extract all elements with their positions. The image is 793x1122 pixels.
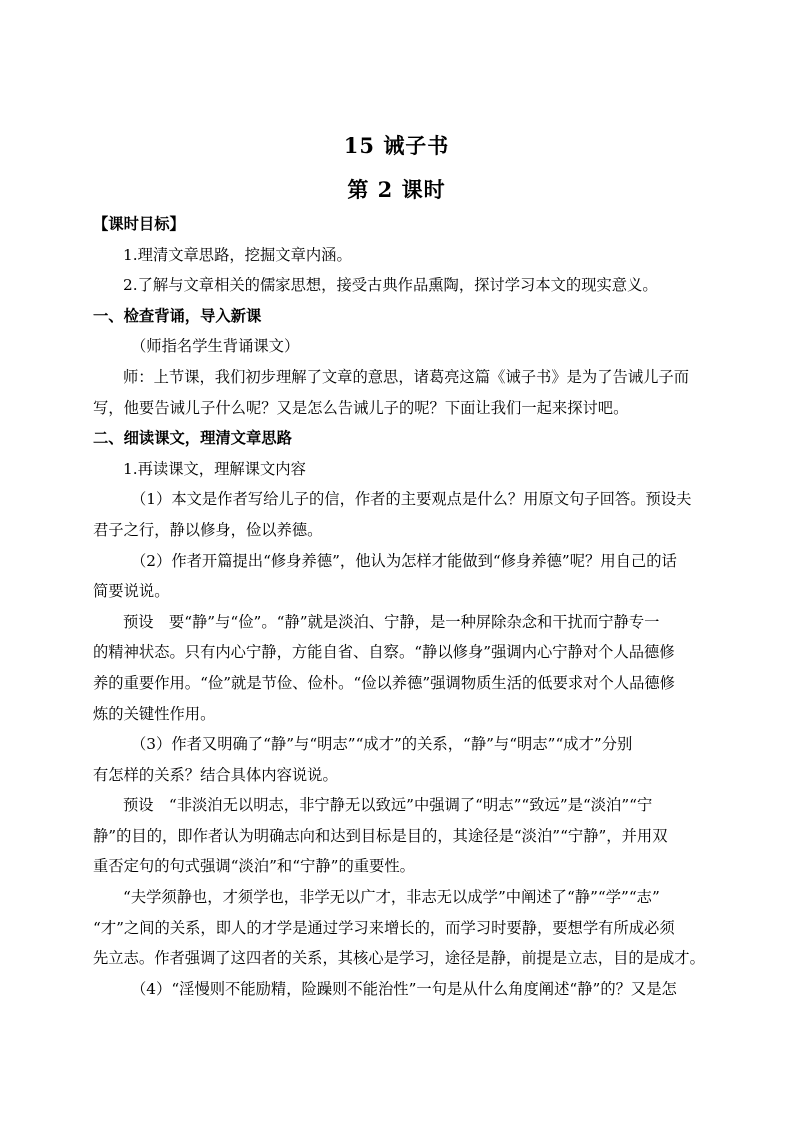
answer-line: 的精神状态。只有内心宁静，方能自省、自察。“静以修身”强调内心宁静对个人品德修: [93, 643, 675, 662]
section-note: （师指名学生背诵课文）: [131, 337, 300, 356]
objective-item: 1.理清文章思路，挖掘文章内涵。: [123, 245, 352, 264]
question-line: 有怎样的关系？结合具体内容说说。: [93, 765, 338, 784]
answer-line: 预设 要“静”与“俭”。“静”就是淡泊、宁静，是一种屏除杂念和干扰而宁静专一: [123, 612, 660, 631]
question-line: （4）“淫慢则不能励精，险躁则不能治性”一句是从什么角度阐述“静”的？又是怎: [131, 979, 677, 998]
paragraph-line: “夫学须静也，才须学也，非学无以广才，非志无以成学”中阐述了“静”“学”“志”: [123, 888, 660, 907]
objective-item: 2.了解与文章相关的儒家思想，接受古典作品熏陶，探讨学习本文的现实意义。: [123, 276, 658, 295]
paragraph-line: 先立志。作者强调了这四者的关系，其核心是学习，途径是静，前提是立志，目的是成才。: [93, 949, 705, 968]
answer-line: 炼的关键性作用。: [93, 704, 216, 723]
question-line: （1）本文是作者写给儿子的信，作者的主要观点是什么？用原文句子回答。预设夫: [131, 490, 692, 509]
step-heading: 1.再读课文，理解课文内容: [123, 459, 306, 478]
paragraph-line: 师：上节课，我们初步理解了文章的意思，诸葛亮这篇《诫子书》是为了告诫儿子而: [123, 367, 689, 386]
question-line: 简要说说。: [93, 582, 170, 601]
answer-line: 养的重要作用。“俭”就是节俭、俭朴。“俭以养德”强调物质生活的低要求对个人品德修: [93, 673, 675, 692]
question-line: （2）作者开篇提出“修身养德”，他认为怎样才能做到“修身养德”呢？用自己的话: [131, 551, 677, 570]
question-line: （3）作者又明确了“静”与“明志”“成才”的关系，“静”与“明志”“成才”分别: [131, 735, 633, 754]
page-title: 15 诫子书: [343, 133, 450, 158]
document-body: [93, 209, 718, 1004]
question-line: 君子之行，静以修身，俭以养德。: [93, 520, 323, 539]
paragraph-line: “才”之间的关系，即人的才学是通过学习来增长的，而学习时要静，要想学有所成必须: [93, 918, 675, 937]
page-subtitle: 第 2 课时: [347, 177, 446, 202]
answer-line: 静”的目的，即作者认为明确志向和达到目标是目的，其途径是“淡泊”“宁静”，并用双: [93, 826, 668, 845]
section-heading: 一、检查背诵，导入新课: [93, 306, 262, 325]
section-heading: 二、细读课文，理清文章思路: [93, 429, 292, 448]
paragraph-line: 写，他要告诫儿子什么呢？又是怎么告诫儿子的呢？下面让我们一起来探讨吧。: [93, 398, 629, 417]
objectives-heading: 【课时目标】: [93, 215, 185, 233]
answer-line: 预设 “非淡泊无以明志，非宁静无以致远”中强调了“明志”“致远”是“淡泊”“宁: [123, 796, 653, 815]
answer-line: 重否定句的句式强调“淡泊”和“宁静”的重要性。: [93, 857, 415, 876]
